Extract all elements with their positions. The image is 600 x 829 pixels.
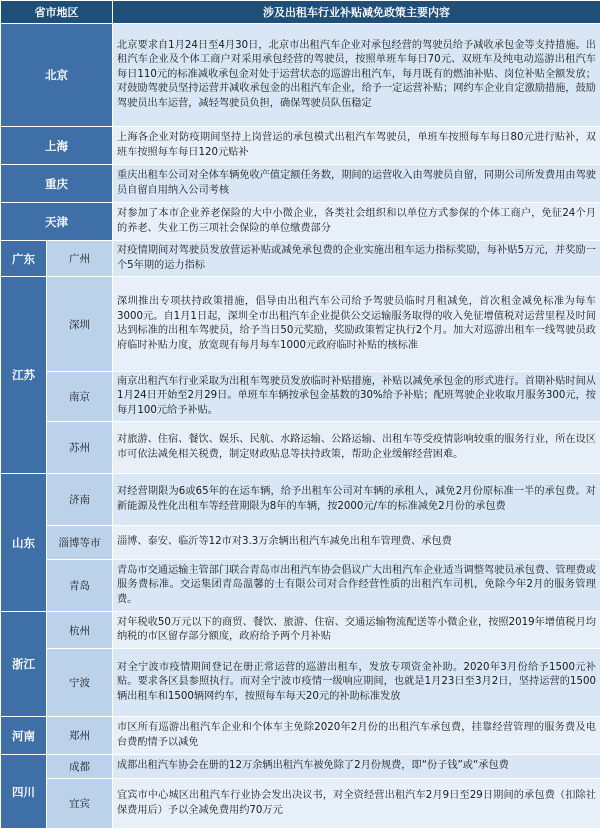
table-row bbox=[1, 717, 600, 755]
policy-text: 对疫情期间对驾驶员发放营运补贴或减免承包费的企业实施出租车运力指标奖励，每补贴5万元，并奖励一个5年期的运力指标 bbox=[113, 241, 600, 277]
city-cell: 广州 bbox=[47, 241, 113, 277]
policy-text: 成都出租汽车协会在册的12万余辆出租汽车被免除了2月份规费，即“份子钱”或“承包费 bbox=[113, 755, 600, 779]
province-cell: 广东 bbox=[1, 241, 47, 277]
table-row bbox=[1, 649, 600, 717]
table-row bbox=[1, 203, 600, 241]
city-cell: 淄博等市 bbox=[47, 526, 113, 560]
city-cell: 宜宾 bbox=[47, 779, 113, 829]
policy-text: 对参加了本市企业养老保险的大中小微企业，各类社会组织和以单位方式参保的个体工商户，免征24个月的养老、失业工伤三项社会保险的单位缴费部分 bbox=[113, 203, 600, 241]
table-row bbox=[1, 165, 600, 203]
policy-text: 淄博、泰安、临沂等12市对3.3万余辆出租汽车减免出租车管理费、承包费 bbox=[113, 526, 600, 560]
table-row bbox=[1, 779, 600, 829]
city-cell: 杭州 bbox=[47, 612, 113, 649]
policy-text: 深圳推出专项扶持政策措施，倡导由出租汽车公司给予驾驶员临时月租减免，首次租金减免标准为每车3000元。自1月1日起，深圳全市出租汽车企业提供公交运输服务取得的收入免征增值税对运营里程及时间达到标准的出租车驾驶员，给予当日50元奖励，奖励政策暂定执行2个月。加大对巡游出租车一线驾驶员政府临时补贴力度，放宽现有每月每车1000元政府临时补贴的核标准 bbox=[113, 277, 600, 372]
policy-text: 对旅游、住宿、餐饮、娱乐、民航、水路运输、公路运输、出租车等受疫情影响较重的服务行业，所在设区市可依法减免相关税费，制定财政贴息等扶持政策，帮助企业缓解经营困难。 bbox=[113, 422, 600, 474]
province-cell: 重庆 bbox=[1, 165, 113, 203]
city-cell: 深圳 bbox=[47, 277, 113, 372]
policy-text: 市区所有巡游出租汽车企业和个体车主免除2020年2月份的出租汽车承包费，挂靠经营管理的服务费及电台费酌情予以减免 bbox=[113, 717, 600, 755]
table-row bbox=[1, 24, 600, 127]
table-row bbox=[1, 422, 600, 474]
city-cell: 郑州 bbox=[47, 717, 113, 755]
city-cell: 苏州 bbox=[47, 422, 113, 474]
policy-text: 对经营期限为6或65年的在运车辆，给予出租车公司对车辆的承租人，减免2月份原标准一半的承包费。对新能源及性化出租车等经营期限为8年的车辆，按2000元/车的标准减免2月份的承包费 bbox=[113, 474, 600, 526]
table-row bbox=[1, 474, 600, 526]
table-row bbox=[1, 127, 600, 165]
province-cell: 北京 bbox=[1, 24, 113, 127]
city-cell: 青岛 bbox=[47, 560, 113, 612]
policy-text: 上海各企业对防疫期间坚持上岗营运的承包模式出租汽车驾驶员，单班车按照每车每日80元进行贴补，双班车按照每车每日120元贴补 bbox=[113, 127, 600, 165]
province-cell: 山东 bbox=[1, 474, 47, 612]
province-cell: 四川 bbox=[1, 755, 47, 829]
table-row bbox=[1, 372, 600, 422]
city-cell: 济南 bbox=[47, 474, 113, 526]
policy-text: 南京出租汽车行业采取为出租车驾驶员发放临时补贴措施，补贴以减免承包金的形式进行。首期补贴时间从1月24日开始至2月29日。单班车车辆按承包金基数的30%给予补贴；配班驾驶企业收取月服务300元，按每月100元给予补贴。 bbox=[113, 372, 600, 422]
city-cell: 南京 bbox=[47, 372, 113, 422]
province-cell: 上海 bbox=[1, 127, 113, 165]
province-cell: 天津 bbox=[1, 203, 113, 241]
header-region: 省市地区 bbox=[1, 1, 113, 24]
table-row bbox=[1, 277, 600, 372]
policy-text: 对年税收50万元以下的商贸、餐饮、旅游、住宿、交通运输物流配送等小微企业，按照2019年增值税月均纳税的市区留存部分额度，政府给予两个月补贴 bbox=[113, 612, 600, 649]
policy-text: 宜宾市中心城区出租汽车行业协会发出决议书，对全资经营出租汽车2月9日至29日期间的承包费（扣除社保费用后）予以全减免费用约70万元 bbox=[113, 779, 600, 829]
province-cell: 河南 bbox=[1, 717, 47, 755]
policy-text: 青岛市交通运输主管部门联合青岛市出租汽车协会倡议广大出租汽车企业适当调整驾驶员承包费、管理费或服务费标准。交运集团青岛温馨的士有限公司对合作经营性质的出租汽车司机，免除今年2月的服务管理费。 bbox=[113, 560, 600, 612]
table-row bbox=[1, 755, 600, 779]
policy-text: 北京要求自1月24日至4月30日，北京市出租汽车企业对承包经营的驾驶员给予减收承包金等支持措施。出租汽车企业及个体工商户对采用承包经营的驾驶员，按照单班车每日70元、双班车及纯电动巡游出租汽车每日110元的标准减收承包金对处于运营状态的巡游出租汽车，每月既有的燃油补贴、岗位补贴全额发放；对鼓励驾驶员坚持运营并减收承包金的出租汽车企业，给予一定运营补贴；网约车企业自定激励措施，鼓励驾驶员出车运营，减轻驾驶员负担，确保驾驶员队伍稳定 bbox=[113, 24, 600, 127]
table-row bbox=[1, 241, 600, 277]
province-cell: 浙江 bbox=[1, 612, 47, 717]
province-cell: 江苏 bbox=[1, 277, 47, 474]
policy-text: 重庆出租车公司对全体车辆免收产值定额任务数，期间的运营收入由驾驶员自留，同期公司所发费用由驾驶员自留自用纳入公司考核 bbox=[113, 165, 600, 203]
city-cell: 宁波 bbox=[47, 649, 113, 717]
header-row bbox=[1, 1, 600, 24]
table-row bbox=[1, 612, 600, 649]
table-row bbox=[1, 526, 600, 560]
city-cell: 成都 bbox=[47, 755, 113, 779]
header-content: 涉及出租车行业补贴减免政策主要内容 bbox=[113, 1, 600, 24]
table-row bbox=[1, 560, 600, 612]
policy-text: 对全宁波市疫情期间登记在册正常运营的巡游出租车，发放专项资金补助。2020年3月份给予1500元补贴。要求各区县参照执行。而对全宁波市疫情一级响应期间，也就是1月23日至3月2日，坚持运营的1500辆出租车和1500辆网约车，按照每车每天20元的补助标准发放 bbox=[113, 649, 600, 717]
